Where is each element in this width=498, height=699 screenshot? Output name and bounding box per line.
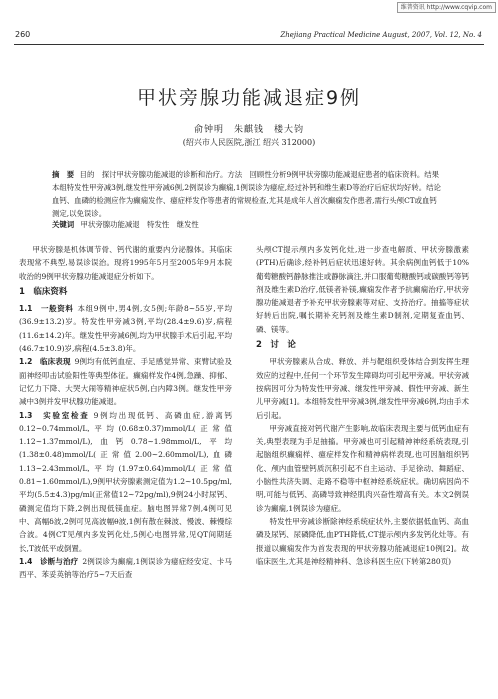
subsection-label: 1.1 一般资料 [19,304,74,314]
paragraph-text: 头颅CT提示颅内多发钙化灶,进一步查电解质、甲状旁腺激素(PTH)后确诊,经补钙后症状迅速好转。其余病例血钙低于10%葡萄糖酸钙静脉推注或静脉滴注,并口服葡萄糖酸钙或碳酸钙等钙剂及维生素D治疗,低镁者补镁,癫痫发作者予抗癫痫治疗,甲状旁腺功能减退者予补充甲状旁腺素等对症、支持治疗。抽搐等症状好转后出院,嘱长期补充钙剂及维生素D制剂,定期复查血钙、磷、镁等。 [256,245,469,334]
subsection-label: 1.2 临床表现 [19,357,71,367]
body-paragraph [256,243,469,336]
page-number: 260 [15,30,31,39]
paragraph-text: 甲旁减直接对钙代谢产生影响,故临床表现主要与低钙血症有关,典型表现为手足抽搐。甲旁减也可引起精神神经系统表现,引起脑组织癫痫样、癔症样发作和精神病样表现,也可因脑组织钙化、颅内血管壁钙质沉积引起不自主运动、手足徐动、舞蹈症、小脑性共济失调、走路不稳等中枢神经系统症状。确切病因尚不明,可能与低钙、高磷导致神经肌肉兴奋性增高有关。本文2例误诊为癫痫,1例误诊为癔症。 [256,423,469,513]
left-column [19,243,232,581]
paragraph-text: 9例均有低钙血症、手足感觉异常、束臂试验及面神经叩击试验阳性等典型体征。癫痫样发作4例,急躁、抑郁、记忆力下降、大哭大闹等精神症状5例,白内障3例。继发性甲旁减中3例并发甲状腺功能减退。 [19,357,232,407]
subsection-label: 1.3 实验室检查 [19,410,90,420]
paragraph-text: 甲状旁腺是机体调节骨、钙代谢的重要内分泌腺体。其临床表现常不典型,易误诊误治。现将1995年5月至2005年9月本院收治的9例甲状旁腺功能减退症分析如下。 [19,245,232,281]
article-title: 甲状旁腺功能减退症9例 [136,87,362,109]
body-paragraph [19,409,232,555]
section-heading: 1 临床资料 [19,286,68,297]
right-column [256,243,469,568]
keywords-label: 关键词 [52,220,75,229]
abstract-text: 目的 探讨甲状旁腺功能减退的诊断和治疗。方法 回顾性分析9例甲状旁腺功能减退症患者的临床资料。结果 本组特发性甲旁减3例,继发性甲旁减6例,2例误诊为癫痫,1例误诊为癔症,经过补钙和维生素D等治疗后症状均好转。结论 血钙、血磷的检测应作为癫痫发作、癔症样发作等患者的常规检查,尤其是成年人首次癫痫发作患者,需行头颅CT或血钙测定,以免误诊。 [52,170,449,218]
abstract-label: 摘 要 [52,170,75,179]
watermark-badge: 维普资讯 http://www.cqvip.com [397,2,496,13]
authors: 俞钟明 朱麒钱 楼大钧 [193,125,304,135]
body-paragraph [256,355,469,421]
paragraph-text: 9例均出现低钙、高磷血症,游离钙0.12~0.74mmol/L,平均(0.68±0.37)mmol/L(正常值1.12~1.37mmol/L),血钙0.78~1.98mmol/L,平均(1.38±0.48)mmol/L(正常值2.00~2.60mmol/L),血磷1.13~2.43mmol/L,平均(1.97±0.64)mmol/L(正常值0.81~1.60mmol/L),9例甲状旁腺素测定值为1.2~10.5pg/ml,平均(5.5±4.3)pg/ml(正常值12~72pg/ml),9例24小时尿钙、磷测定值均下降,2例出现低镁血症。脑电图异常7例,4例可见中、高幅δ波,2例可见高波幅θ波,1例有散在棘波、慢波、棘慢综合波。4例CT见颅内多发钙化灶,5例心电图异常,见QT间期延长,T波低平或倒置。 [19,410,232,553]
paragraph-text: 特发性甲旁减诊断除神经系统症状外,主要依据低血钙、高血磷及尿钙、尿磷降低,血PTH降低,CT提示颅内多发钙化灶等。有报道以癫痫发作为首发表现的甲状旁腺功能减退症10例[2]。故临床医生,尤其是神经精神科、急诊科医生应(下转第280页) [256,516,469,566]
section-heading: 2 讨 论 [256,340,296,351]
body-paragraph [19,355,232,408]
subsection-label: 1.4 诊断与治疗 [19,556,79,566]
keywords-text: 甲状旁腺功能减退 特发性 继发性 [80,220,199,229]
body-paragraph [19,302,232,355]
abstract [52,168,449,220]
body-paragraph [256,515,469,568]
body-paragraph [256,422,469,515]
paragraph-text: 甲状旁腺素从合成、释放、并与靶组织受体结合到发挥生理效应的过程中,任何一个环节发生障碍均可引起甲旁减。甲状旁减按病因可分为特发性甲旁减、继发性甲旁减、假性甲旁减、新生儿甲旁减[1]。本组特发性甲旁减3例,继发性甲旁减6例,均由手术后引起。 [256,357,469,420]
body-paragraph [19,243,232,283]
paragraph-text: 2例误诊为癫痫,1例误诊为癔症经安定、卡马西平、苯妥英钠等治疗5~7天后查 [19,556,232,580]
body-paragraph [19,555,232,582]
paragraph-text: 本组9例中,男4例,女5例;年龄8~55岁,平均(36.9±13.2)岁。特发性甲旁减3例,平均(28.4±9.6)岁,病程(11.6±14.2)年。继发性甲旁减6例,均为甲状腺手术后引起,平均(46.7±10.9)岁,病程(4.5±3.8)年。 [19,304,233,354]
journal-header: Zhejiang Practical Medicine August, 2007, Vol. 12, No. 4 [280,31,482,39]
affiliation: (绍兴市人民医院,浙江 绍兴 312000) [182,138,316,147]
header-rule [14,44,484,45]
keywords [52,219,444,230]
